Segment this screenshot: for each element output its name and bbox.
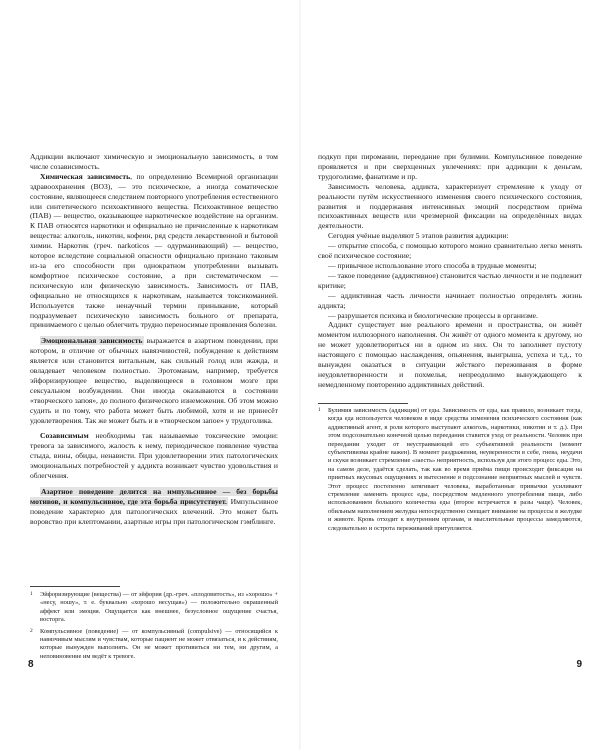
- paragraph: Аддикции включают химическую и эмоциональную зависимость, в том числе созависимость.: [30, 152, 278, 171]
- footnote-text: Эйфоризирующие (вещества) — от эйфория (др.-греч. «плодовитость», из «хорошо» + «несу, ношу», т. е. буквально «хорошо несущая») — положительно окрашенный аффект или эмоция. Ощущается как внешнее, безусловное ощущение счастья, восторга.: [40, 591, 278, 624]
- footnote-divider: [318, 403, 408, 404]
- paragraph: Аддикт существует вне реального времени и пространства, он живёт моментом иллюзорного наполнения. Он живёт от одного момента к другому, но не может удовлетвориться ни в одном из них. Он то заполняет пустоту настоящего с помощью наслаждения, опьянения, выигрыша, успеха и т.д., то вынужден оказаться в ситуации жёсткого переживания в форме неудовлетворенности и похмелья, непреодолимо вынуждающего к немедленному повторению аддиктивных действий.: [318, 320, 582, 389]
- paragraph: [30, 487, 278, 527]
- term: Азартное поведение делится на импульсивное — без борьбы мотивов, и компульсивное, где эта борьба присутствует.: [30, 487, 278, 506]
- footnote: [30, 628, 278, 662]
- left-footnotes: [30, 591, 278, 664]
- footnote-number: 1: [318, 407, 321, 413]
- paragraph: [30, 336, 278, 425]
- footnote: [30, 591, 278, 625]
- right-footnotes: [318, 407, 582, 536]
- paragraph: Зависимость человека, аддикта, характеризует стремление к уходу от реальности путём искусственного изменения своего психического состояния, развития и поддержания интенсивных эмоций посредством приёма психоактивных веществ или чрезмерной фиксации на определённых видах деятельности.: [318, 181, 582, 231]
- term: Созависимым: [40, 431, 89, 441]
- right-page-text: [318, 152, 582, 390]
- right-page: [300, 0, 600, 750]
- paragraph: подкуп при пиромании, переедание при булимии. Компульсивное поведение проявляется и при сверхценных увлечениях: при аддикции к деньгам, трудоголизме, фанатизме и пр.: [318, 152, 582, 181]
- paragraph-text: выражается в азартном поведении, при котором, в отличие от обычных навязчивостей, побуждение к действиям является или становится витальным, как сильный голод или жажда, и овладевает человеком полностью. Эротоманам, например, требуется эйфоризирующее вещество, выделяющееся в головном мозге при сексуальном возбуждении. Они иногда оказываются в состоянии «творческого запоя», до полного физического изнеможения. Об этом можно судить и по тому, что работа может быть любимой, хотя и не принесёт удовлетворения. Так же может быть и в «творческом запое» у трудоголика.: [30, 336, 278, 425]
- term: Эмоциональная зависимость: [41, 336, 143, 346]
- list-item: — аддиктивная часть личности начинает полностью определять жизнь аддикта;: [318, 290, 582, 310]
- paragraph-text: , по определению Всемирной организации здравоохранения (ВОЗ), — это психическое, а иногда соматическое состояние, являющееся следствием повторного употребления естественного или синтетического психоактивного вещества. Психоактивное вещество (ПАВ) — вещество, оказывающее наркотическое воздействие на организм. К ПАВ относятся наркотики и официально не причисленные к наркотикам вещества: алкоголь, никотин, кофеин, ряд средств лекарственной и бытовой химии. Наркотик (греч. narkoticos — одурманивающий) — вещество, которое вследствие социальной опасности официально признано таковым из-за его способности при однократном употреблении вызывать комфортное психическое состояние, а при систематическом — психическую или физическую зависимость. Зависимость от ПАВ, официально не относящихся к наркотикам, называется токсикоманией. Используется также ненаучный термин приныкание, который подразумевает психическую зависимость больного от препарата, принимаемого с целью облегчить трудно переносимые проявления болезни.: [30, 171, 278, 330]
- footnote-text: Булимия зависимость (аддикция) от еды. Зависимость от еды, как правило, возникает тогда, когда еда используется человеком в виде средства изменения психического состояния (как аддиктивный агент, в роли которого выступают алкоголь, наркотики, никотин и т. д.). При этом подсознательно конечной целью переедания ставится уход от реальности. Человек при переедании уходит от неустраивающей его субъективной реальности (момент субъективизма крайне важен). В момент раздражения, неуверенности в себе, гнева, неудачи и скуки возникает стремление «заесть» неприятность, используя для этого процесс еды. Это, на самом деле, удаётся сделать, так как во время приёма пищи происходит фиксация на приятных вкусовых ощущениях и вытеснение в подсознание неприятных мыслей и чувств. Этот процесс постепенно затягивает человека, выработанные привычки усиливают стремление заменять процесс еды, посредством медленного употребления пищи, либо использованием большого количества еды (второе встречается в разы чаще). Человек, обильным наполнением желудка непосредственно смещает внимание на процессы в желудке и животе. Кровь отходит к внутренним органам, и мыслительные процессы замедляются, следовательно и острота переживаний притупляется.: [328, 407, 582, 532]
- left-page-text: [30, 152, 278, 527]
- list-item: — такое поведение (аддиктивное) становится частью личности и не подлежит критике;: [318, 270, 582, 290]
- paragraph-text: необходимы так называемые токсические эмоции: тревога за зависимого, жалость к нему, периодическое появление чувства стыда, вины, обиды, ненависти. При удовлетворении этих патологических эмоциональных потребностей у аддикта возникает чувство удовольствия и облегчения.: [30, 431, 278, 481]
- paragraph-text: Импульсивное поведение характерно для патологических влечений. Это может быть воровство при клептомании, азартные игры при патологическом гэмблинге.: [30, 496, 279, 526]
- paragraph: Сегодня учёные выделяют 5 этапов развития аддикции:: [328, 231, 509, 241]
- footnote-number: 2: [30, 627, 33, 634]
- footnote-number: 1: [30, 591, 33, 597]
- term: Химическая зависимость: [40, 171, 131, 181]
- list-item: — привычное использование этого способа в трудные моменты;: [328, 260, 537, 270]
- footnote-text: Компульсивное (поведение) — от компульсивный (compulsive) — относящийся к навязчивым мыслям и чувствам, которые пациент не может отвязаться, и к действиям, которые вынужден выполнять. Он не может противиться ни тем, ни другим, а неповиновение им ведёт к тревоге.: [40, 627, 278, 660]
- page-number: 9: [576, 659, 582, 670]
- footnote: [318, 407, 582, 533]
- paragraph: [30, 431, 278, 481]
- footnote-divider: [30, 586, 120, 587]
- list-item: — открытие способа, с помощью которого можно сравнительно легко менять своё психическое состояние;: [318, 241, 582, 261]
- paragraph: [30, 172, 278, 331]
- page-number: 8: [28, 659, 34, 670]
- list-item: — разрушается психика и биологические процессы в организме.: [328, 310, 538, 320]
